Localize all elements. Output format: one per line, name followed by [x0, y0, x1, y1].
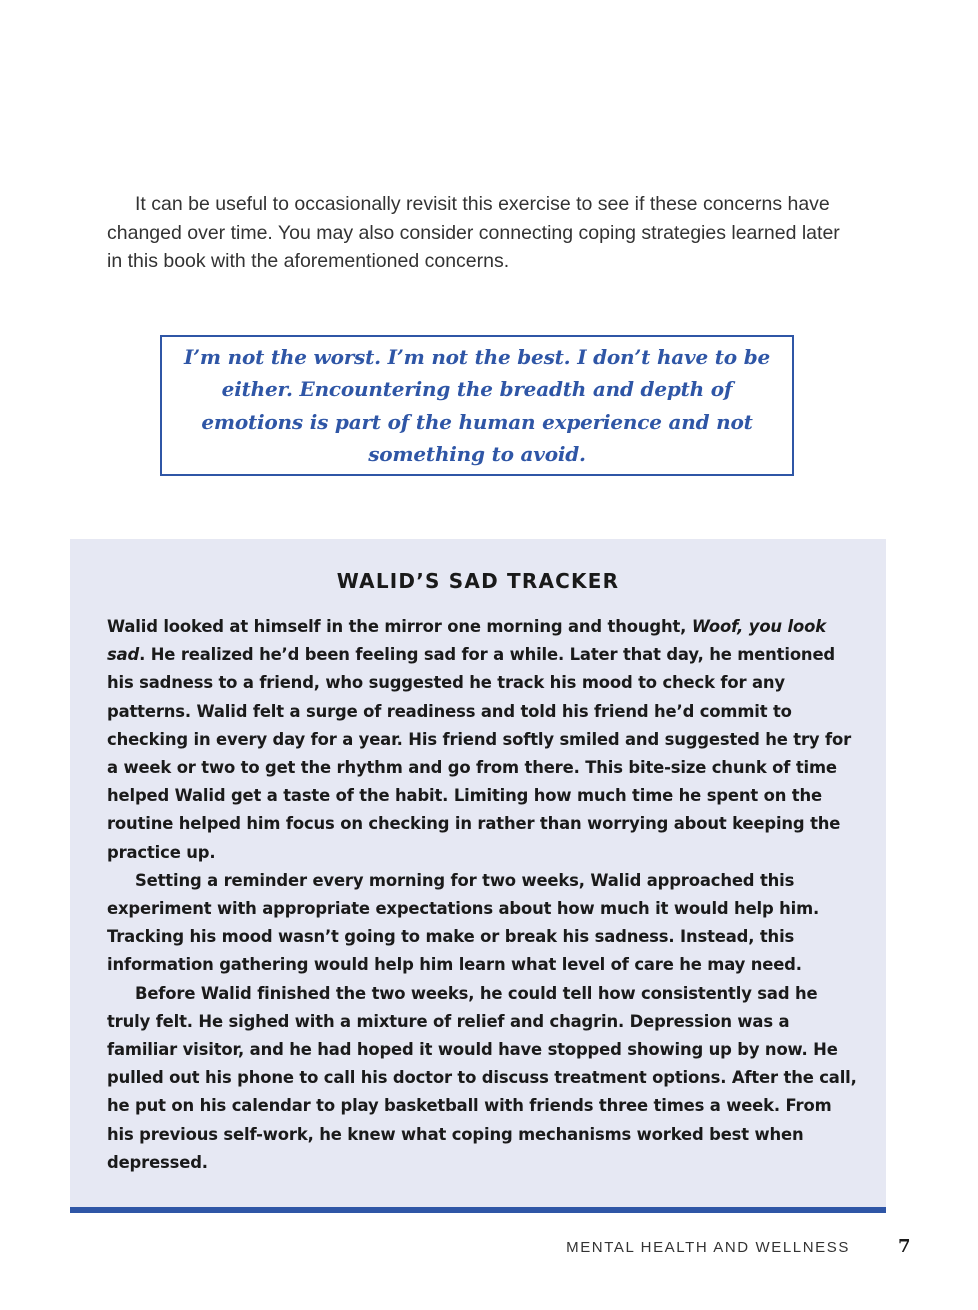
sidebar-body	[107, 613, 857, 1177]
pull-quote-text: I’m not the worst. I’m not the best. I don’t have to be either. Encountering the breadth and depth of emotions is part of the human experience and not something to avoid.	[183, 344, 771, 466]
sidebar-paragraph-2: Setting a reminder every morning for two weeks, Walid approached this experiment with appropriate expectations about how much it would help him. Tracking his mood wasn’t going to make or break his sadness. Instead, this information gathering would help him learn what level of care he may need.	[107, 870, 820, 975]
sidebar-paragraph-3: Before Walid finished the two weeks, he could tell how consistently sad he truly felt. He sighed with a mixture of relief and chagrin. Depression was a familiar visitor, and he had hoped it would have stopped showing up by now. He pulled out his phone to call his doctor to discuss treatment options. After the call, he put on his calendar to play basketball with friends three times a week. From his previous self-work, he knew what coping mechanisms worked best when depressed.	[107, 983, 857, 1172]
pull-quote-box	[160, 335, 794, 476]
sidebar-box	[70, 539, 886, 1207]
sidebar-bottom-rule	[70, 1207, 886, 1213]
sidebar-paragraph-1	[107, 613, 857, 867]
running-footer: MENTAL HEALTH AND WELLNESS	[566, 1239, 850, 1256]
sidebar-paragraph-1-emphasis: Woof, you look sad	[107, 617, 826, 665]
sidebar-paragraph-1-rest: . He realized he’d been feeling sad for a while. Later that day, he mentioned his sadness to a friend, who suggested he track his mood to check for any patterns. Walid felt a surge of readiness and told his friend he’d commit to checking in every day for a year. His friend softly smiled and suggested he try for a week or two to get the rhythm and go from there. This bite-size chunk of time helped Walid get a taste of the habit. Limiting how much time he spent on the routine helped him focus on checking in rather than worrying about keeping the practice up.	[107, 645, 852, 862]
page-number: 7	[898, 1236, 911, 1257]
sidebar-paragraph-1-start: Walid looked at himself in the mirror one morning and thought,	[107, 617, 692, 636]
intro-paragraph: It can be useful to occasionally revisit this exercise to see if these concerns have changed over time. You may also consider connecting coping strategies learned later in this book with the aforementioned concerns.	[107, 193, 840, 272]
sidebar-title: WALID’S SAD TRACKER	[336, 569, 620, 593]
